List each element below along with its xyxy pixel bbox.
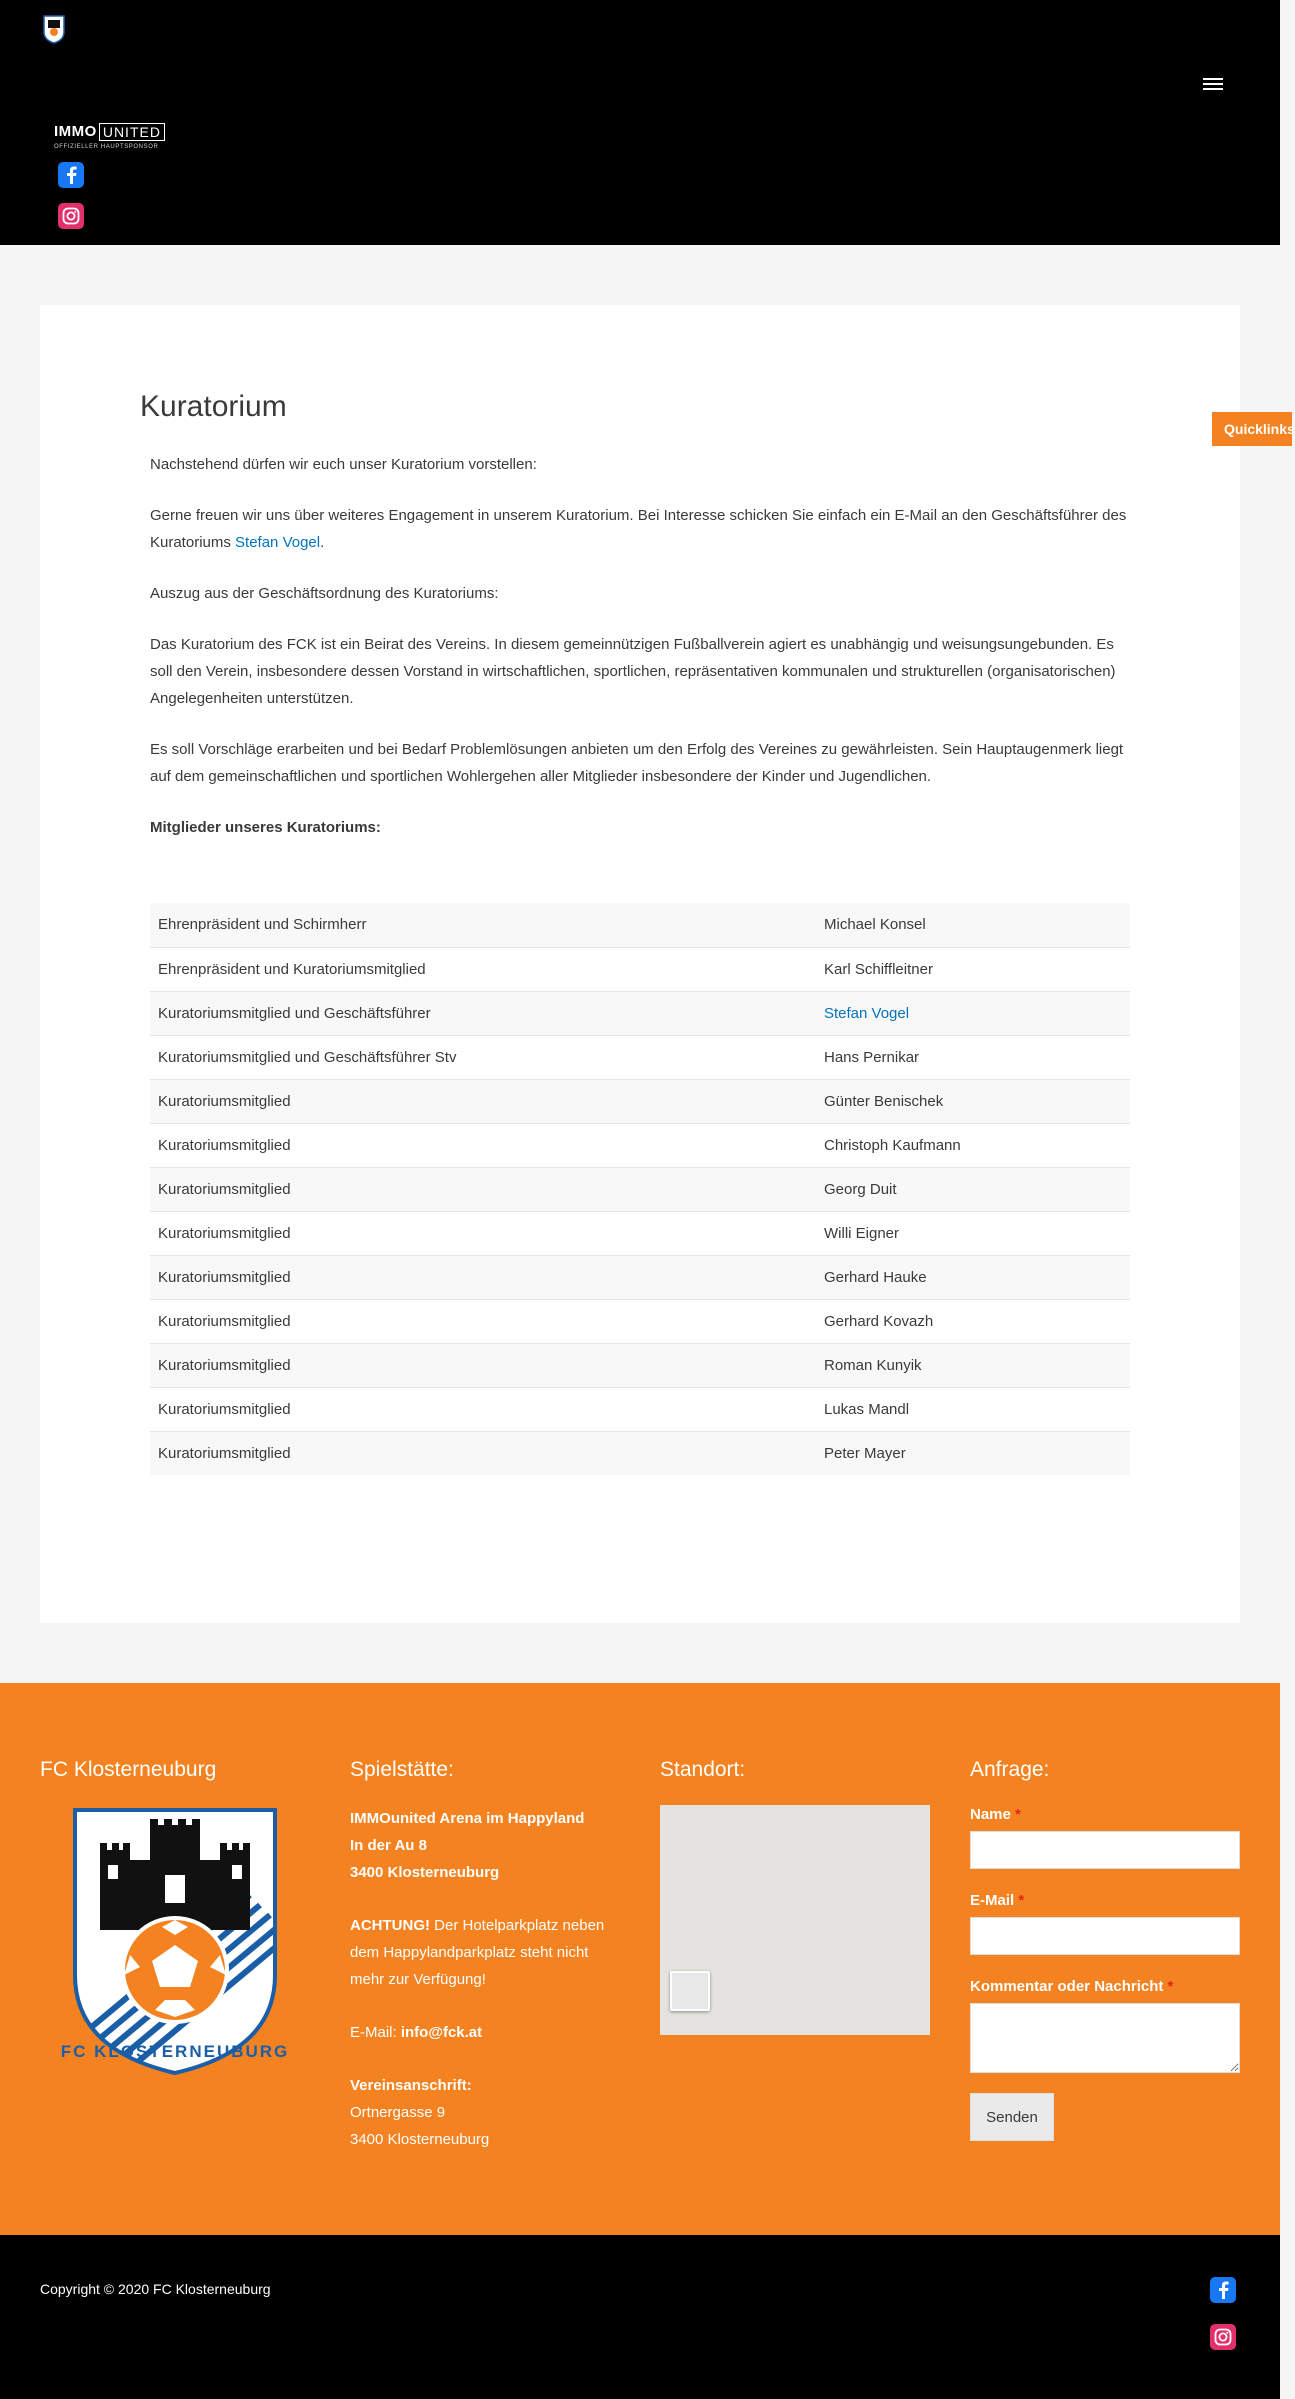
table-row bbox=[150, 1299, 1130, 1343]
member-role: Kuratoriumsmitglied bbox=[150, 1299, 816, 1343]
footer-facebook-link[interactable] bbox=[1210, 2277, 1236, 2303]
member-role: Kuratoriumsmitglied bbox=[150, 1431, 816, 1475]
excerpt-paragraph: Auszug aus der Geschäftsordnung des Kuratoriums: bbox=[150, 585, 499, 602]
member-name: Georg Duit bbox=[816, 1167, 1130, 1211]
member-name: Michael Konsel bbox=[816, 903, 1130, 947]
required-mark: * bbox=[1167, 1978, 1174, 1995]
table-row bbox=[150, 1079, 1130, 1123]
sponsor-subtitle: OFFIZIELLER HAUPTSPONSOR bbox=[54, 144, 159, 150]
required-mark: * bbox=[1015, 1806, 1021, 1823]
table-row bbox=[150, 1035, 1130, 1079]
quicklinks-tab[interactable]: Quicklinks bbox=[1212, 412, 1292, 446]
member-role: Kuratoriumsmitglied bbox=[150, 1123, 816, 1167]
table-row bbox=[150, 1343, 1130, 1387]
stefan-vogel-link[interactable]: Stefan Vogel bbox=[235, 534, 321, 551]
club-crest-icon[interactable] bbox=[42, 14, 66, 44]
member-name: Lukas Mandl bbox=[816, 1387, 1130, 1431]
footer-form-heading: Anfrage: bbox=[970, 1758, 1050, 1781]
intro-paragraph: Nachstehend dürfen wir euch unser Kuratorium vorstellen: bbox=[150, 456, 537, 473]
copyright-text: Copyright © 2020 FC Klosterneuburg bbox=[40, 2281, 271, 2297]
venue-address bbox=[350, 1805, 620, 1886]
entry-content bbox=[140, 451, 1130, 1475]
member-name: Gerhard Hauke bbox=[816, 1255, 1130, 1299]
table-row bbox=[150, 991, 1130, 1035]
member-role: Kuratoriumsmitglied bbox=[150, 1079, 816, 1123]
instagram-icon bbox=[1214, 2328, 1232, 2346]
message-label bbox=[970, 1977, 1240, 1997]
venue-city: 3400 Klosterneuburg bbox=[350, 1864, 500, 1881]
member-name: Willi Eigner bbox=[816, 1211, 1130, 1255]
site-header bbox=[0, 0, 1280, 245]
member-name bbox=[816, 991, 1130, 1035]
name-label bbox=[970, 1805, 1240, 1825]
table-row bbox=[150, 903, 1130, 947]
club-logo-text: FC KLOSTERNEUBURG bbox=[60, 2042, 290, 2061]
map-control-button[interactable] bbox=[670, 1971, 710, 2011]
table-row bbox=[150, 1255, 1130, 1299]
send-button[interactable]: Senden bbox=[970, 2093, 1054, 2141]
member-role: Kuratoriumsmitglied bbox=[150, 1343, 816, 1387]
sponsor-name-part1: IMMO bbox=[54, 123, 97, 140]
facebook-link[interactable] bbox=[58, 162, 84, 188]
email-label: E-Mail: bbox=[350, 2024, 401, 2041]
venue-street: In der Au 8 bbox=[350, 1837, 427, 1854]
member-name: Günter Benischek bbox=[816, 1079, 1130, 1123]
members-table bbox=[150, 903, 1130, 1475]
member-name: Karl Schiffleitner bbox=[816, 947, 1130, 991]
venue-arena: IMMOunited Arena im Happyland bbox=[350, 1810, 585, 1827]
member-name: Peter Mayer bbox=[816, 1431, 1130, 1475]
contact-email bbox=[350, 2019, 620, 2046]
email-field-label bbox=[970, 1891, 1240, 1911]
sponsor-logo[interactable] bbox=[54, 122, 178, 152]
page-title: Kuratorium bbox=[140, 390, 287, 423]
footer-club-heading: FC Klosterneuburg bbox=[40, 1758, 217, 1781]
bottom-bar bbox=[0, 2235, 1280, 2399]
footer-form-column bbox=[970, 1755, 1240, 2235]
email-field[interactable] bbox=[970, 1917, 1240, 1955]
instagram-link[interactable] bbox=[58, 203, 84, 229]
table-row bbox=[150, 1123, 1130, 1167]
members-heading: Mitglieder unseres Kuratoriums: bbox=[150, 819, 381, 836]
hamburger-icon bbox=[1203, 83, 1223, 85]
footer-venue-heading: Spielstätte: bbox=[350, 1758, 454, 1781]
footer-instagram-link[interactable] bbox=[1210, 2324, 1236, 2350]
member-name: Gerhard Kovazh bbox=[816, 1299, 1130, 1343]
sponsor-name-part2: UNITED bbox=[99, 123, 165, 141]
table-row bbox=[150, 1387, 1130, 1431]
footer-club-column bbox=[40, 1755, 310, 2235]
member-role: Kuratoriumsmitglied bbox=[150, 1167, 816, 1211]
board-paragraph: Das Kuratorium des FCK ist ein Beirat des Vereins. In diesem gemeinnützigen Fußballverein agiert es unabhängig und weisungsungebunden. Es soll den Verein, insbesondere dessen Vorstand in wirtschaftlichen, sportlichen, repräsentativen kommunalen und strukturellen (organisatorischen) Angelegenheiten unterstützen. bbox=[150, 636, 1116, 707]
location-map[interactable] bbox=[660, 1805, 930, 2035]
member-role: Ehrenpräsident und Schirmherr bbox=[150, 903, 816, 947]
site-footer bbox=[0, 1683, 1280, 2235]
member-role: Kuratoriumsmitglied und Geschäftsführer Stv bbox=[150, 1035, 816, 1079]
club-address bbox=[350, 2072, 620, 2153]
engagement-paragraph bbox=[150, 502, 1130, 556]
main-content bbox=[0, 245, 1280, 1683]
member-role: Kuratoriumsmitglied bbox=[150, 1211, 816, 1255]
member-role: Kuratoriumsmitglied und Geschäftsführer bbox=[150, 991, 816, 1035]
name-field[interactable] bbox=[970, 1831, 1240, 1869]
member-name: Roman Kunyik bbox=[816, 1343, 1130, 1387]
parking-notice bbox=[350, 1912, 620, 1993]
footer-location-heading: Standort: bbox=[660, 1758, 746, 1781]
message-field[interactable] bbox=[970, 2003, 1240, 2073]
notice-text: Der Hotelparkplatz neben dem Happylandparkplatz steht nicht mehr zur Verfügung! bbox=[350, 1917, 605, 1988]
member-role: Kuratoriumsmitglied bbox=[150, 1387, 816, 1431]
notice-label: ACHTUNG! bbox=[350, 1917, 430, 1934]
instagram-icon bbox=[62, 207, 80, 225]
email-label-text: E-Mail bbox=[970, 1892, 1019, 1909]
club-logo-icon bbox=[60, 1805, 290, 2077]
member-name: Hans Pernikar bbox=[816, 1035, 1130, 1079]
table-row bbox=[150, 1211, 1130, 1255]
goals-paragraph: Es soll Vorschläge erarbeiten und bei Bedarf Problemlösungen anbieten um den Erfolg des Vereines zu gewährleisten. Sein Hauptaugenmerk liegt auf dem gemeinschaftlichen und sportlichen Wohlergehen aller Mitglieder insbesondere der Kinder und Jugendlichen. bbox=[150, 741, 1124, 785]
address-label: Vereinsanschrift: bbox=[350, 2077, 472, 2094]
hamburger-icon bbox=[1203, 78, 1223, 80]
footer-location-column bbox=[660, 1755, 930, 2235]
engagement-text-end: . bbox=[320, 534, 325, 551]
menu-toggle-button[interactable] bbox=[1203, 75, 1225, 97]
address-street: Ortnergasse 9 bbox=[350, 2104, 446, 2121]
member-role: Ehrenpräsident und Kuratoriumsmitglied bbox=[150, 947, 816, 991]
required-mark: * bbox=[1018, 1892, 1025, 1909]
table-row bbox=[150, 947, 1130, 991]
engagement-text: Gerne freuen wir uns über weiteres Engagement in unserem Kuratorium. Bei Interesse schicken Sie einfach ein E-Mail an den Geschäftsführer des Kuratoriums bbox=[150, 507, 1127, 551]
table-row bbox=[150, 1167, 1130, 1211]
facebook-icon bbox=[1216, 2281, 1230, 2299]
member-name-link[interactable]: Stefan Vogel bbox=[824, 1004, 910, 1022]
footer-venue-column bbox=[350, 1755, 620, 2235]
hamburger-icon bbox=[1203, 88, 1223, 90]
content-card bbox=[40, 305, 1240, 1623]
message-label-text: Kommentar oder Nachricht bbox=[970, 1978, 1168, 1995]
table-row bbox=[150, 1431, 1130, 1475]
email-link[interactable]: info@fck.at bbox=[400, 2024, 483, 2041]
facebook-icon bbox=[64, 166, 78, 184]
name-label-text: Name bbox=[970, 1806, 1016, 1823]
member-role: Kuratoriumsmitglied bbox=[150, 1255, 816, 1299]
address-city: 3400 Klosterneuburg bbox=[350, 2131, 490, 2148]
member-name: Christoph Kaufmann bbox=[816, 1123, 1130, 1167]
